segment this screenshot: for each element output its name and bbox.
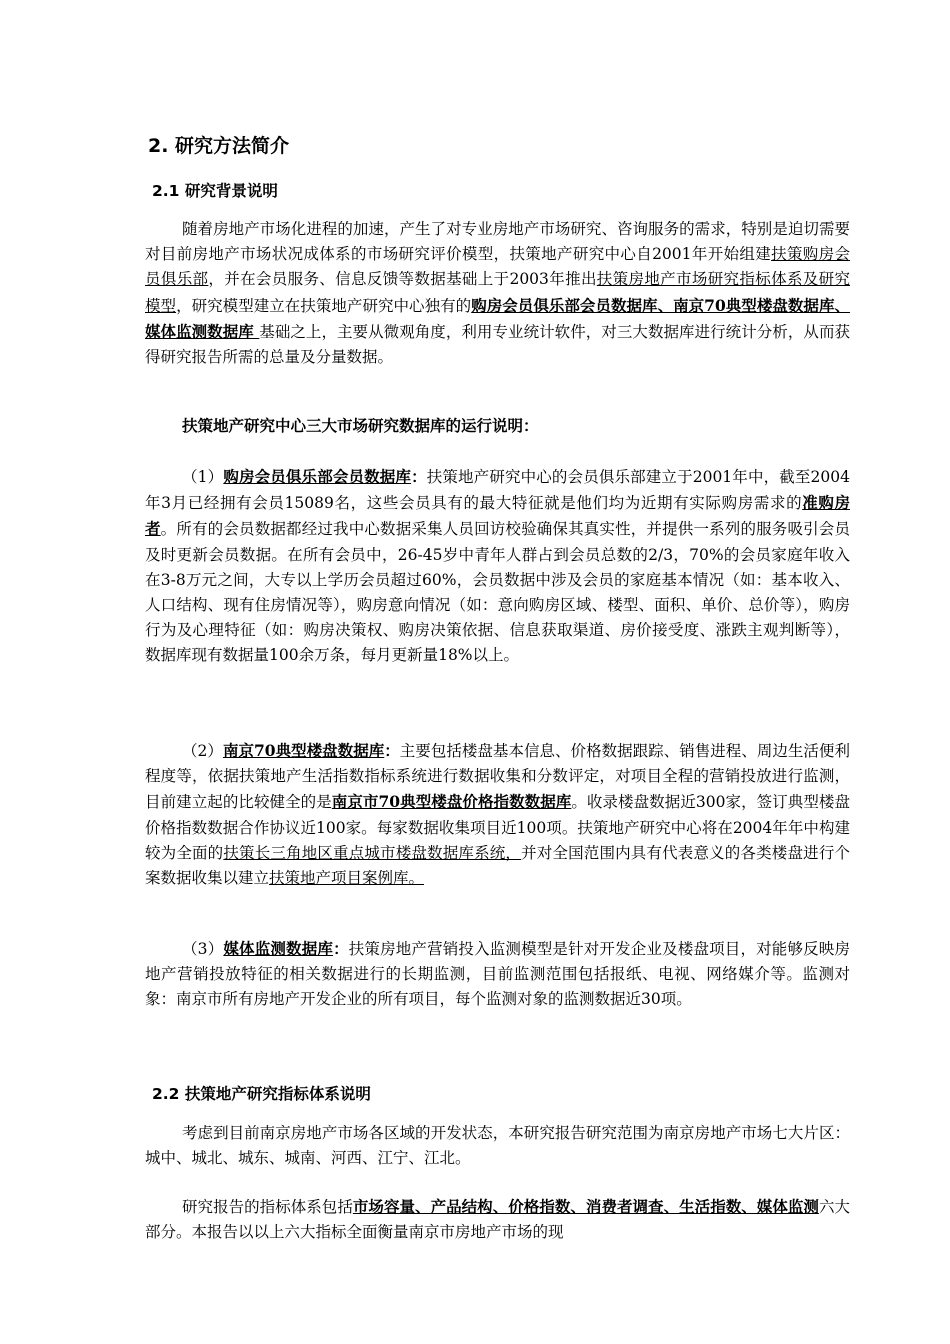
underlined-term: 扶策地产项目案例库。	[269, 869, 425, 888]
item-number: （3）	[182, 940, 224, 958]
bold-underlined-term: 购房会员俱乐部会员数据库、南京70典型楼盘数据库、媒体监测数据库	[145, 295, 850, 341]
item-number: （2）	[182, 742, 223, 760]
text-run: 基础之上，主要从微观角度，利用专业统计软件，对三大数据库进行统计分析，从而获得研究报告所需的总量及分量数据。	[145, 322, 850, 367]
item-name: 购房会员俱乐部会员数据库	[223, 467, 412, 486]
text-run: 。所有的会员数据都经过我中心数据采集人员回访校验确保其真实性，并提供一系列的服务吸引会员及时更新会员数据。在所有会员中，26-45岁中青年人群占到会员总数的2/3，70%的会员家庭年收入在3-8万元之间，大专以上学历会员超过60%，会员数据中涉及会员的家庭基本情况（如：基本收入、人口结构、现有住房情况等），购房意向情况（如：意向购房区域、楼型、面积、单价、总价等），购房行为及心理特征（如：购房决策权、购房决策依据、信息获取渠道、房价接受度、涨跌主观判断等），数据库现有数据量100余万条，每月更新量18%以上。	[145, 520, 850, 665]
database-heading: 扶策地产研究中心三大市场研究数据库的运行说明：	[182, 417, 539, 435]
item-colon: ：	[384, 741, 400, 760]
text-run: 六大部分。本报告以以上六大指标全面衡量南京市房地产市场的现	[145, 1198, 850, 1242]
subsection-heading-2-2: 2.2 扶策地产研究指标体系说明	[152, 1085, 371, 1103]
scope-paragraph: 考虑到目前南京房地产市场各区域的开发状态，本研究报告研究范围为南京房地产市场七大片区：城中、城北、城东、城南、河西、江宁、江北。	[145, 1124, 850, 1168]
text-run: 主要包括楼盘基本信息、价格数据跟踪、销售进程、周边生活便利程度等，依据扶策地产生活指数指标系统进行数据收集和分数评定，对项目全程的营销投放进行监测，目前建立起的比较健全的是	[145, 742, 850, 812]
text-run: 。收录楼盘数据近300家，签订典型楼盘价格指数数据合作协议近100家。每家数据收集项目近100项。扶策地产研究中心将在2004年年中构建较为全面的	[145, 793, 850, 862]
underlined-term: 扶策购房会员俱乐部	[145, 245, 850, 289]
underlined-term: 扶策长三角地区重点城市楼盘数据库系统，	[223, 843, 522, 862]
bold-underlined-term: 南京市70典型楼盘价格指数数据库	[331, 792, 572, 812]
bold-underlined-term: 市场容量、产品结构、价格指数、消费者调查、生活指数、媒体监测	[352, 1197, 819, 1216]
bold-underlined-term: 准购房者	[145, 493, 850, 539]
text-run: 并对全国范围内具有代表意义的各类楼盘进行个案数据收集以建立	[145, 843, 850, 888]
indicator-paragraph	[145, 1194, 850, 1245]
database-item-1	[145, 464, 850, 669]
item-name: 媒体监测数据库	[223, 939, 334, 958]
database-item-2	[145, 738, 850, 891]
text-run: ，并在会员服务、信息反馈等数据基础上于2003年推出	[208, 270, 597, 289]
item-name: 南京70典型楼盘数据库	[222, 741, 385, 760]
text-run: ，研究模型建立在扶策地产研究中心独有的	[176, 296, 472, 315]
underlined-term: 扶策房地产市场研究指标体系及研究模型	[145, 270, 850, 315]
section-heading: 2. 研究方法简介	[148, 135, 290, 157]
subsection-heading-2-1: 2.1 研究背景说明	[152, 182, 278, 200]
text-run: 扶策地产研究中心的会员俱乐部建立于2001年中，截至2004年3月已经拥有会员15089名，这些会员具有的最大特征就是他们均为近期有实际购房需求的	[145, 468, 850, 513]
database-item-3	[145, 936, 850, 1013]
text-run: 随着房地产市场化进程的加速，产生了对专业房地产市场研究、咨询服务的需求，特别是迫切需要对目前房地产市场状况成体系的市场研究评价模型，扶策地产研究中心自2001年开始组建	[145, 220, 850, 264]
item-colon: ：	[333, 939, 349, 958]
text-run: 扶策房地产营销投入监测模型是针对开发企业及楼盘项目，对能够反映房地产营销投放特征的相关数据进行的长期监测，目前监测范围包括报纸、电视、网络媒介等。监测对象：南京市所有房地产开发企业的所有项目，每个监测对象的监测数据近30项。	[145, 940, 850, 1009]
text-run: 研究报告的指标体系包括	[182, 1198, 353, 1216]
item-colon: ：	[411, 467, 427, 486]
background-paragraph	[145, 217, 850, 370]
item-number: （1）	[182, 468, 224, 486]
